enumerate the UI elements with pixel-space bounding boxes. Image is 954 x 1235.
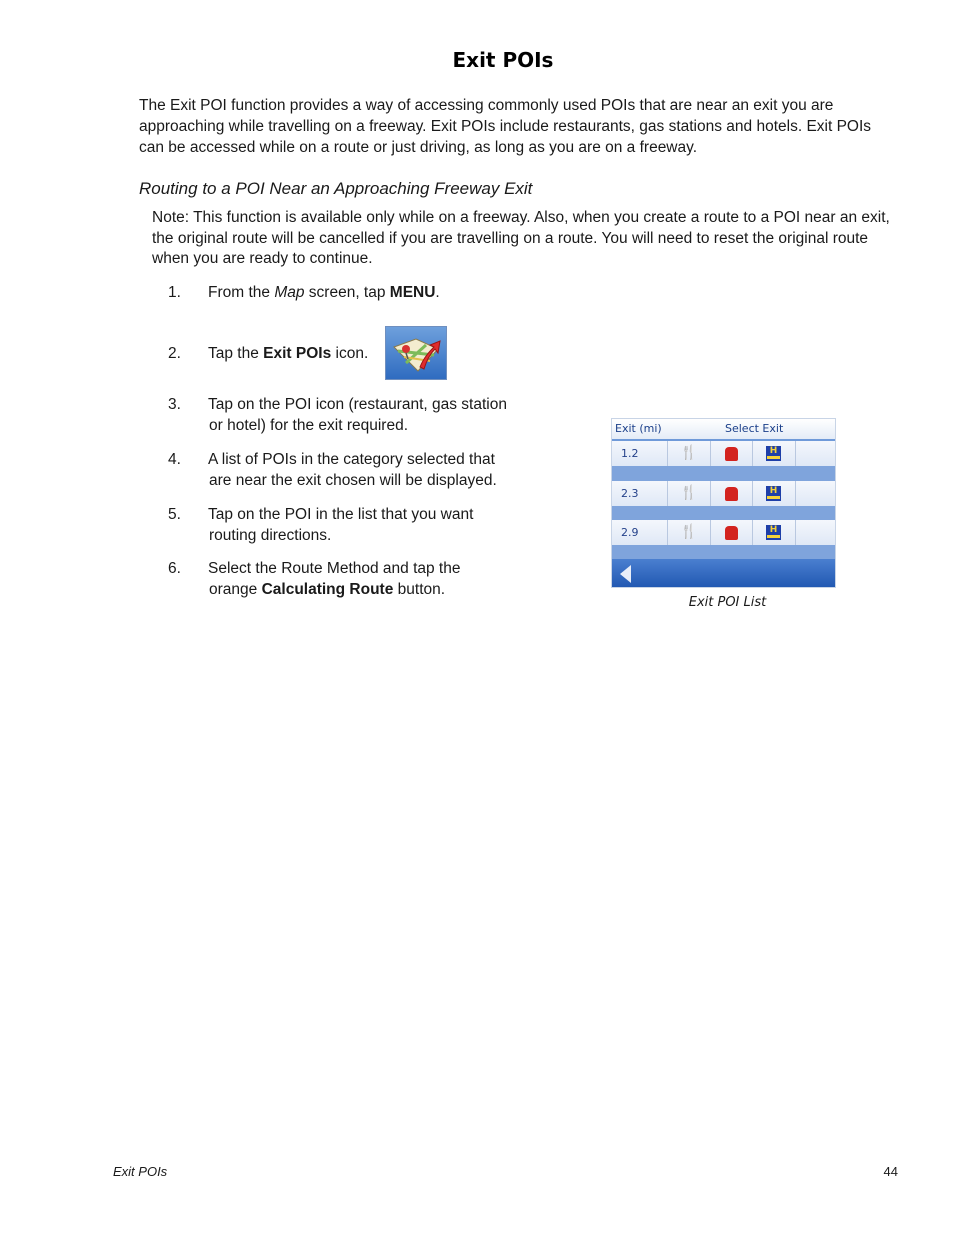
step-number: 6. xyxy=(168,560,181,577)
step-number: 4. xyxy=(168,451,181,468)
hotel-icon[interactable]: H xyxy=(766,525,781,540)
step-3: 3. Tap on the POI icon (restaurant, gas station or hotel) for the exit required. xyxy=(168,396,507,434)
section-subheading: Routing to a POI Near an Approaching Freeway Exit xyxy=(139,179,533,198)
page-title: Exit POIs xyxy=(452,48,554,72)
hotel-icon[interactable]: H xyxy=(766,446,781,461)
restaurant-icon[interactable]: 🍴 xyxy=(680,524,698,540)
intro-paragraph: The Exit POI function provides a way of accessing commonly used POIs that are near an exit you are approaching while travelling on a freeway. Exit POIs include restaurants, gas stations and hotels. Exit POIs can be accessed while on a route or just driving, as long as you are on a freeway. xyxy=(139,97,872,156)
step-5: 5. Tap on the POI in the list that you want routing directions. xyxy=(168,506,474,544)
page-number: 44 xyxy=(883,1164,898,1179)
step-number: 5. xyxy=(168,506,181,523)
exit-distance: 1.2 xyxy=(621,447,639,460)
list-header xyxy=(612,419,836,439)
step-number: 1. xyxy=(168,284,181,301)
step-2: 2. Tap the Exit POIs icon. xyxy=(168,344,538,365)
gas-station-icon[interactable] xyxy=(725,447,738,461)
exit-row[interactable] xyxy=(612,520,836,545)
step-6: 6. Select the Route Method and tap the orange Calculating Route button. xyxy=(168,560,461,598)
exit-row[interactable] xyxy=(612,441,836,466)
step-number: 2. xyxy=(168,345,181,362)
figure-caption: Exit POI List xyxy=(688,595,767,610)
hotel-icon[interactable]: H xyxy=(766,486,781,501)
exit-distance: 2.9 xyxy=(621,526,639,539)
gas-station-icon[interactable] xyxy=(725,487,738,501)
step-number: 3. xyxy=(168,396,181,413)
note-paragraph: Note: This function is available only while on a freeway. Also, when you create a route to a POI near an exit, the original route will be cancelled if you are travelling on a route. You will need to reset the original route when you are ready to continue. xyxy=(152,209,890,267)
gas-station-icon[interactable] xyxy=(725,526,738,540)
column-exit-label: Exit (mi) xyxy=(615,422,662,435)
step-1: 1. From the Map screen, tap MENU. xyxy=(168,283,538,304)
step-4: 4. A list of POIs in the category selected that are near the exit chosen will be displayed. xyxy=(168,451,497,489)
restaurant-icon[interactable]: 🍴 xyxy=(680,485,698,501)
column-select-label: Select Exit xyxy=(725,422,784,435)
footer-section-name: Exit POIs xyxy=(113,1164,168,1179)
exit-row[interactable] xyxy=(612,481,836,506)
exit-poi-list-screenshot xyxy=(611,418,836,588)
exit-pois-map-icon xyxy=(385,326,447,380)
exit-distance: 2.3 xyxy=(621,487,639,500)
back-arrow-icon[interactable] xyxy=(620,565,631,583)
panel-footer-bar xyxy=(612,559,836,588)
restaurant-icon[interactable]: 🍴 xyxy=(680,445,698,461)
